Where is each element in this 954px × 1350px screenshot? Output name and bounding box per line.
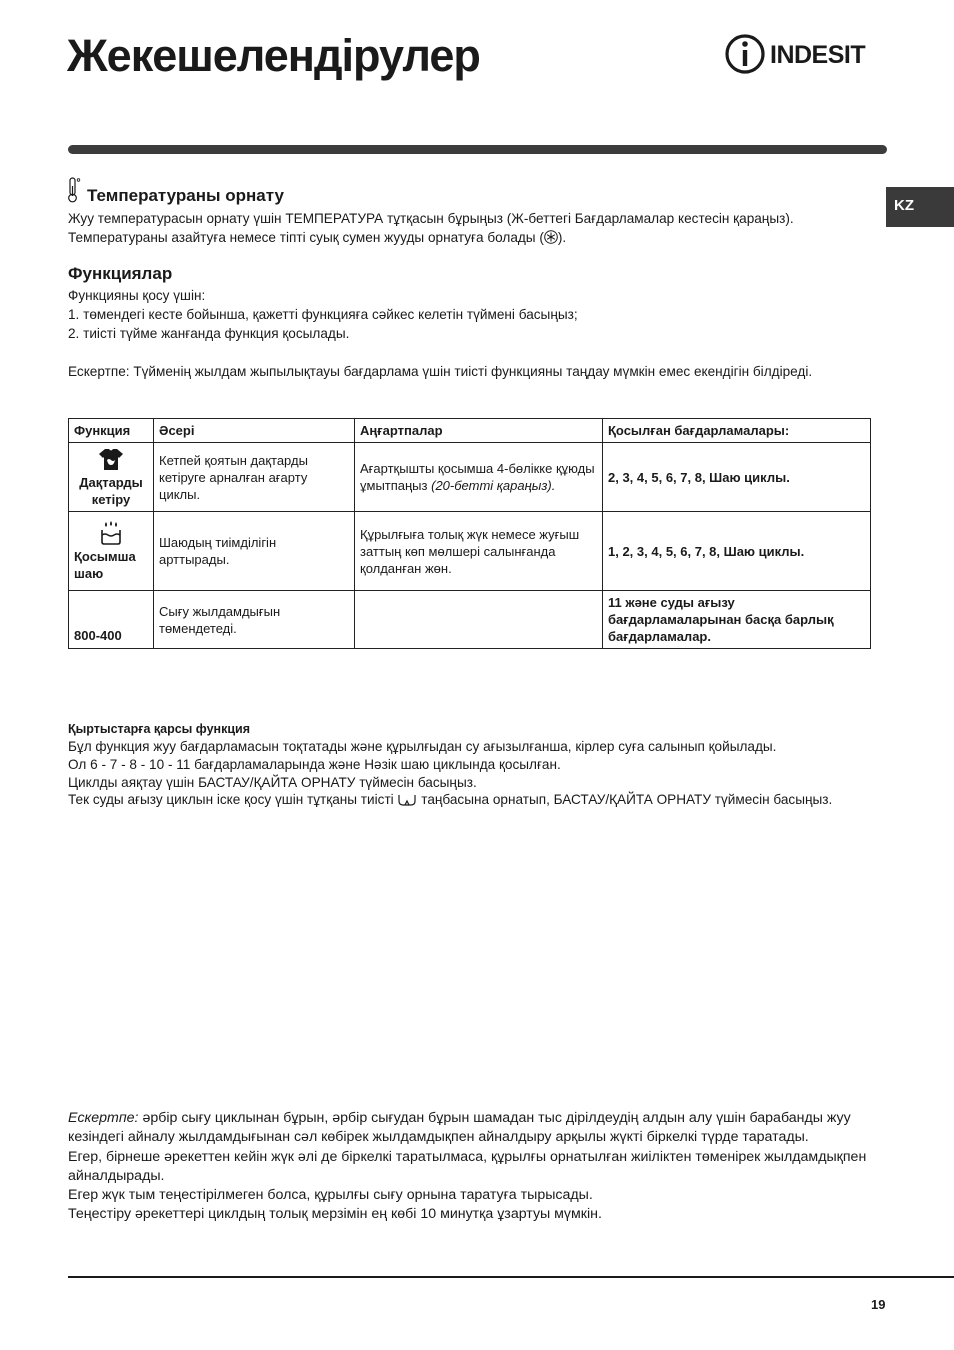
effect-cell: Сығу жылдамдығын төмендетеді. — [154, 591, 355, 649]
footer-divider — [68, 1276, 954, 1278]
anti-crease-heading: Қыртыстарға қарсы функция — [68, 722, 251, 736]
effect-cell: Кетпей қоятын дақтарды кетіруге арналған ағарту циклы. — [154, 443, 355, 512]
table-row — [69, 512, 871, 591]
notes-cell: Құрылғыға толық жүк немесе жуғыш заттың көп мөлшері салынғанда қолданған жөн. — [355, 512, 603, 591]
function-name: Қосымша шаю — [74, 549, 136, 581]
functions-step2: 2. тиісті түйме жанғанда функция қосылады. — [68, 326, 350, 341]
page-number: 19 — [871, 1297, 886, 1312]
function-name: Дақтарды кетіру — [79, 475, 143, 507]
function-cell: 800-400 — [69, 591, 154, 649]
table-row — [69, 591, 871, 649]
effect-cell: Шаюдың тиімділігін арттырады. — [154, 512, 355, 591]
functions-heading: Функциялар — [68, 264, 173, 283]
table-row — [69, 443, 871, 512]
functions-note: Ескертпе: Түйменің жылдам жыпылықтауы бағдарлама үшін тиісті функцияны таңдау мүмкін емес екендігін білдіреді. — [68, 364, 813, 379]
spin-note: Ескертпе: әрбір сығу циклынан бұрын, әрбір сығудан бұрын шамадан тыс дірілдеудің алдын алу үшін барабанды жуу кезіндегі айналу жылдамдығынан сәл көбірек жылдамдықпен айналдыру арқылы жүкті біркелкі түрде таратады. Егер, бірнеше әрекеттен кейін жүк әлі де біркелкі таратылмаса, құрылғы орнатылған жиіліктен төменірек жылдамдықпен айналдырады. Егер жүк тым теңестірілмеген болса, құрылғы сығу орнына таратуға тырысады. Теңестіру әрекеттері циклдың толық мерзімін ең көбі 10 минутқа ұзартуы мүмкін. — [68, 1110, 867, 1223]
table-header: Әсері — [154, 419, 355, 443]
temperature-line2: Температураны азайтуға немесе тіпті суық сумен жууды орнатуға болады ( ). — [68, 230, 567, 245]
table-header-row — [69, 419, 871, 443]
function-cell — [69, 443, 154, 512]
anti-crease-line4: Тек суды ағызу циклын іске қосу үшін тұтқаны тиісті таңбасына орнатып, БАСТАУ/ҚАЙТА ОРНАТУ түймесін басыңыз. — [68, 792, 833, 807]
table-header: Функция — [69, 419, 154, 443]
programs-cell: 11 және суды ағызу бағдарламаларынан басқа барлық бағдарламалар. — [603, 591, 871, 649]
table-header: Қосылған бағдарламалары: — [603, 419, 871, 443]
notes-cell — [355, 591, 603, 649]
page-title: Жекешелендірулер — [67, 30, 480, 81]
language-tab: KZ — [886, 187, 954, 227]
thermometer-icon — [67, 177, 81, 203]
function-cell — [69, 512, 154, 591]
snowflake-icon — [544, 230, 558, 244]
svg-text:INDESIT: INDESIT — [770, 41, 866, 69]
anti-crease-line2: Ол 6 - 7 - 8 - 10 - 11 бағдарламаларында және Нәзік шаю циклында қосылған. — [68, 757, 561, 772]
table-header: Аңғартпалар — [355, 419, 603, 443]
functions-step1: 1. төмендегі кесте бойынша, қажетті функцияға сәйкес келетін түймені басыңыз; — [68, 307, 578, 322]
programs-cell: 1, 2, 3, 4, 5, 6, 7, 8, Шаю циклы. — [603, 512, 871, 591]
temperature-line1: Жуу температурасын орнату үшін ТЕМПЕРАТУРА тұтқасын бұрыңыз (Ж-беттегі Бағдарламалар кестесін қараңыз). — [68, 211, 794, 226]
indesit-logo — [724, 32, 886, 76]
extra-rinse-icon — [98, 520, 124, 546]
stain-shirt-icon — [98, 446, 124, 472]
notes-cell: Ағартқышты қосымша 4-бөлікке құюды ұмытпаңыз (20-бетті қараңыз). — [355, 443, 603, 512]
functions-intro: Функцияны қосу үшін: — [68, 288, 206, 303]
functions-table — [68, 418, 871, 649]
programs-cell: 2, 3, 4, 5, 6, 7, 8, Шаю циклы. — [603, 443, 871, 512]
temperature-heading: Температураны орнату — [87, 186, 284, 205]
anti-crease-line3: Циклды аяқтау үшін БАСТАУ/ҚАЙТА ОРНАТУ түймесін басыңыз. — [68, 775, 477, 790]
header-divider — [68, 145, 887, 154]
drain-icon — [397, 793, 417, 807]
anti-crease-line1: Бұл функция жуу бағдарламасын тоқтатады және құрылғыдан су ағызылғанша, кірлер суға салынып қойылады. — [68, 739, 777, 754]
